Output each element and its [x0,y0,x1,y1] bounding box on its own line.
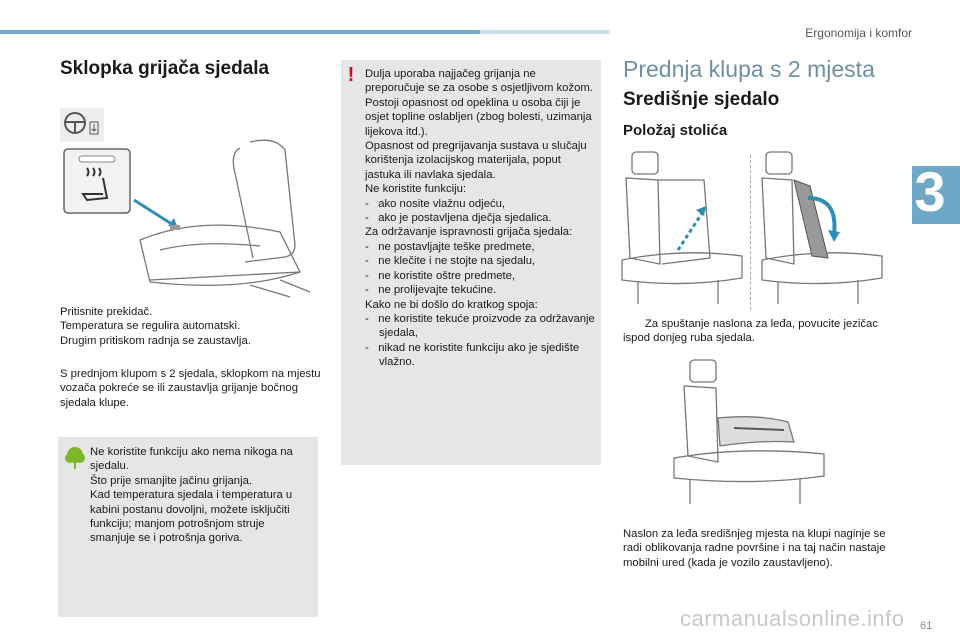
text-line: Postoji opasnost od opeklina u osoba čiji je osjet topline oslabljen (zbog bolesti, uzimanja lijekova itd.). [365,96,592,138]
step-instruction [623,317,888,346]
text-line: Kako ne bi došlo do kratkog spoja: [365,298,538,311]
text-line: Ne koristite funkciju ako nema nikoga na sjedalu. [90,446,293,473]
list-item: - ako nosite vlažnu odjeću, [365,197,506,210]
subsection-title: Središnje sjedalo [623,89,780,110]
folded-seat-table-illustration [670,358,830,518]
section-header-title: Ergonomija i komfor [805,26,912,40]
subsubsection-title: Položaj stolića [623,122,728,139]
list-item: - ne prolijevajte tekućine. [365,284,497,297]
text-line: Temperatura se regulira automatski. [60,320,241,333]
text-line: Za održavanje ispravnosti grijača sjedala: [365,226,573,239]
step-text: Za spuštanje naslona za leđa, povucite jezičac ispod donjeg ruba sjedala. [623,318,878,345]
list-item: - ne koristite oštre predmete, [365,269,516,282]
bench-seat-illustration-left [618,150,746,315]
eco-leaf-icon [64,446,86,475]
chapter-number: 3 [914,160,946,223]
steering-wheel-icon [60,108,104,147]
text-line: Kad temperatura sjedala i temperatura u kabini postanu dovoljni, možete isključiti funkciju; manjom potrošnjom struje smanjuje se i potrošnja goriva. [90,489,293,545]
right-section-title: Prednja klupa s 2 mjesta [623,56,875,82]
instruction-paragraph [60,305,325,348]
bench-seat-illustration-right [758,150,888,315]
left-section-title: Sklopka grijača sjedala [60,58,270,79]
list-item: - ne klečite i ne stojte na sjedalu, [365,255,536,268]
text-line: Drugim pritiskom radnja se zaustavlja. [60,334,251,347]
header-accent-bar-light [480,30,610,34]
seat-heater-button-illustration [63,148,133,221]
front-seat-illustration [130,130,320,305]
header-accent-bar [0,30,480,34]
illustration-divider [750,155,751,310]
list-item: - ne postavljajte teške predmete, [365,240,535,253]
text-line: Što prije smanjite jačinu grijanja. [90,474,253,487]
text-line: Opasnost od pregrijavanja sustava u slučaju korištenja izolacijskog materijala, poput jastuka ili navlaka sjedala. [365,140,587,181]
warning-icon: ! [347,64,355,86]
text-line: Dulja uporaba najjačeg grijanja ne preporučuje se za osobe s osjetljivom kožom. [365,68,593,95]
list-item: - ne koristite tekuće proizvode za održavanje sjedala, [365,312,595,340]
text-line: Pritisnite prekidač. [60,306,153,318]
warning-text [365,67,597,370]
list-item: - ako je postavljena dječja sjedalica. [365,212,552,225]
page-number: 61 [920,620,933,632]
bench-paragraph: S prednjom klupom s 2 sjedala, sklopkom na mjestu vozača pokreće se ili zaustavlja grijanje bočnog sjedala klupe. [60,368,321,409]
mobile-office-paragraph: Naslon za leđa središnjeg mjesta na klupi naginje se radi oblikovanja radne površine i na taj način nastaje mobilni ured (kada je vozilo zaustavljeno). [623,528,886,569]
watermark: carmanualsonline.info [680,606,905,631]
eco-note-text [90,445,312,546]
text-line: Ne koristite funkciju: [365,183,467,196]
list-item: - nikad ne koristite funkciju ako je sjedište vlažno. [365,341,580,369]
